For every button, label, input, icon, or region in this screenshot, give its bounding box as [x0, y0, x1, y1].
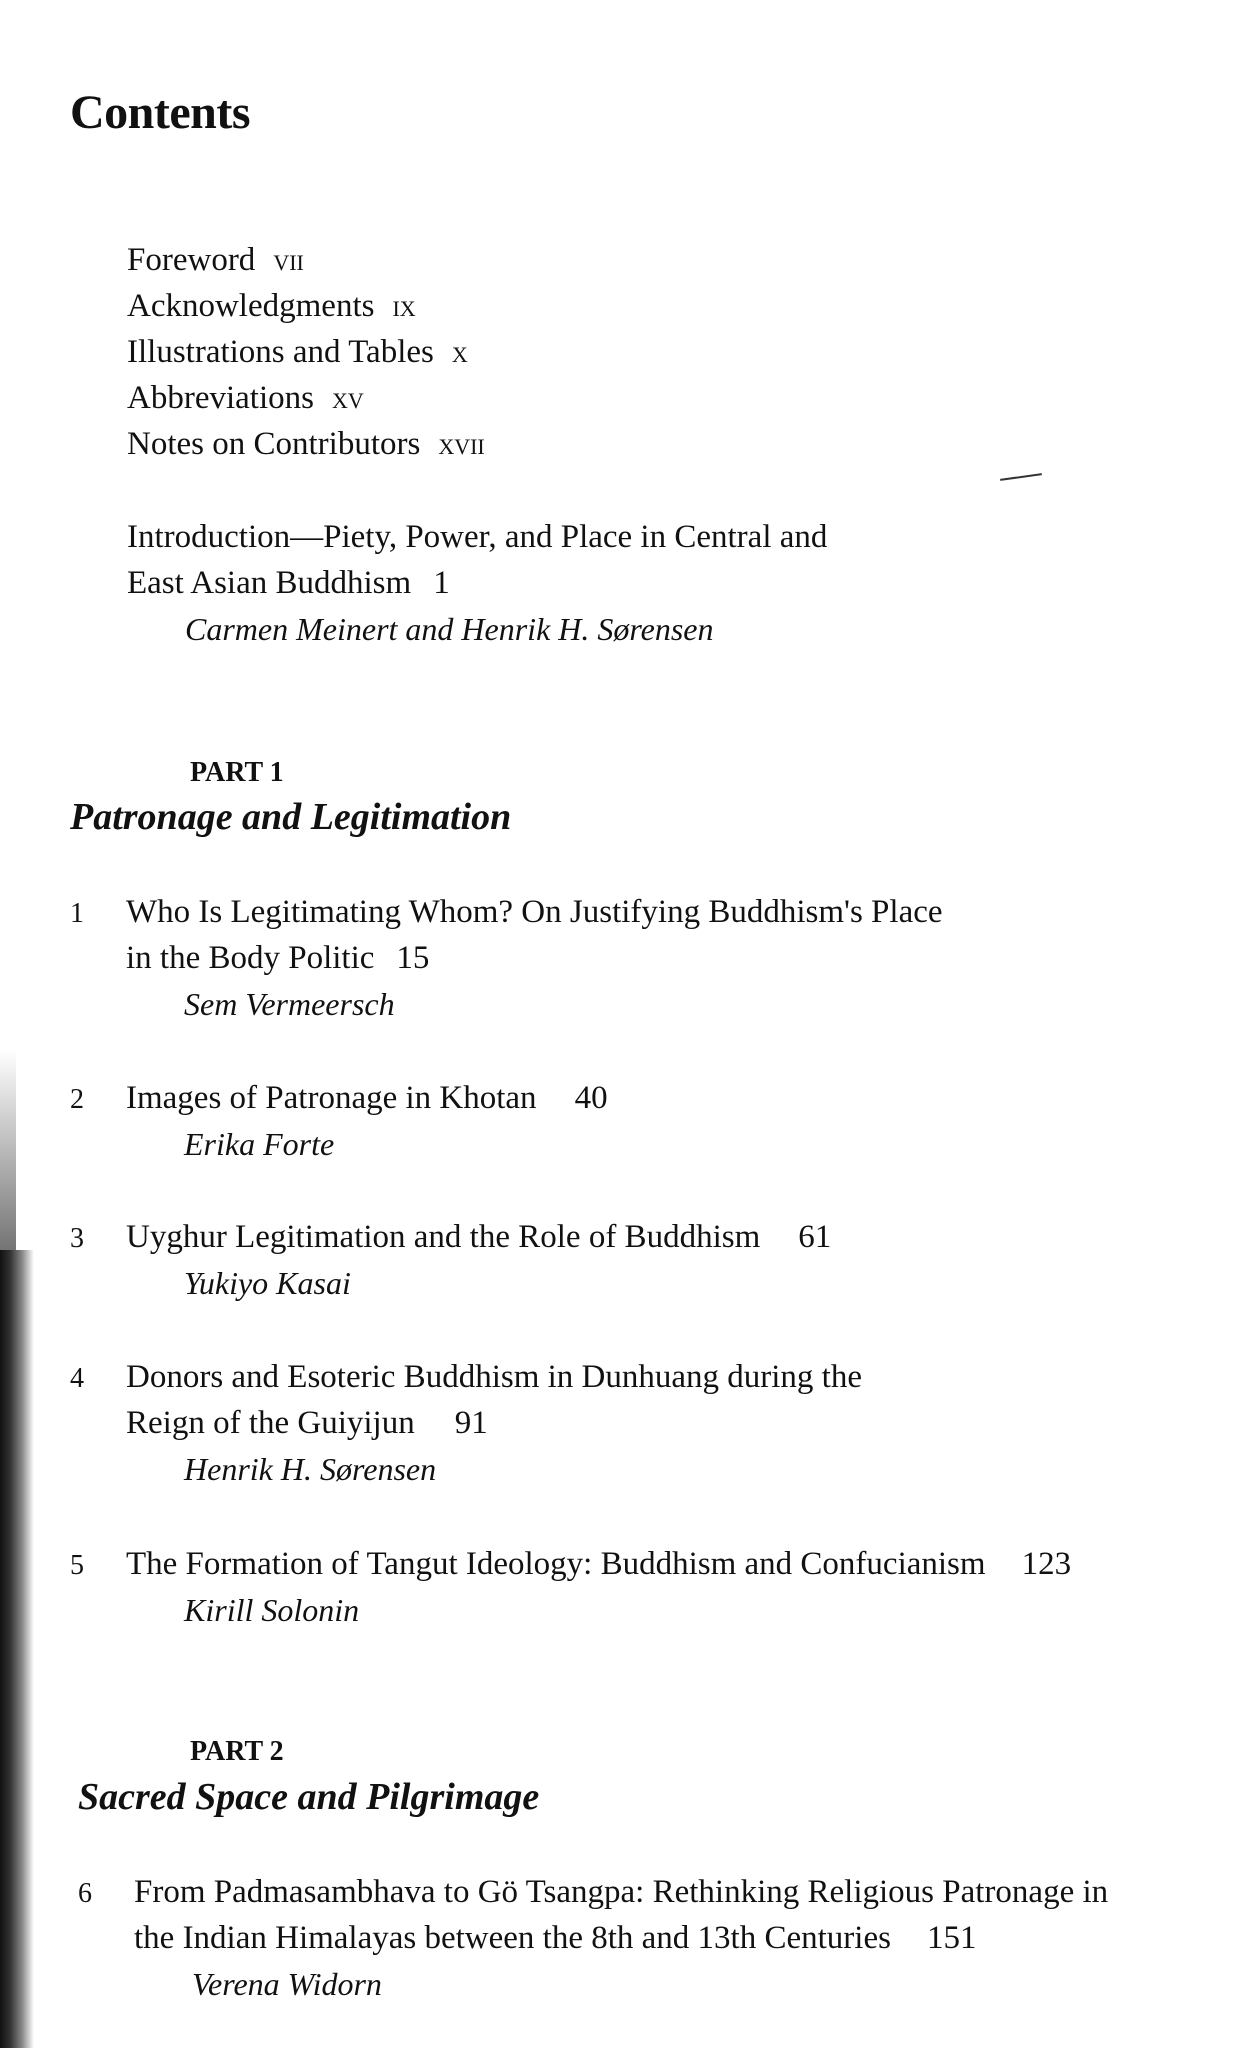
front-matter-label: Illustrations and Tables	[127, 334, 434, 370]
chapter-title-line1: Who Is Legitimating Whom? On Justifying Buddhism's Place	[126, 894, 943, 930]
stray-mark	[1000, 473, 1042, 481]
introduction-author: Carmen Meinert and Henrik H. Sørensen	[185, 611, 714, 647]
introduction-page: 1	[433, 565, 450, 601]
chapter-title-line1: The Formation of Tangut Ideology: Buddhism and Confucianism	[126, 1546, 986, 1582]
part-1-title: Patronage and Legitimation	[70, 796, 512, 838]
chapter-number: 4	[70, 1363, 84, 1394]
front-matter-list	[127, 237, 485, 467]
front-matter-item[interactable]	[127, 375, 485, 421]
front-matter-item[interactable]	[127, 237, 485, 283]
chapter-page: 123	[1021, 1546, 1072, 1582]
chapter-author: Sem Vermeersch	[184, 986, 395, 1022]
page-title: Contents	[70, 86, 251, 139]
chapter-author: Erika Forte	[184, 1126, 335, 1162]
chapter-author: Henrik H. Sørensen	[184, 1451, 437, 1487]
chapter-entry-1[interactable]	[70, 889, 943, 1027]
front-matter-label: Acknowledgments	[127, 288, 375, 324]
chapter-page: 40	[574, 1080, 608, 1116]
chapter-title-line2: the Indian Himalayas between the 8th and 13th Centuries	[134, 1920, 891, 1956]
chapter-entry-3[interactable]	[70, 1214, 831, 1306]
chapter-entry-2[interactable]	[70, 1075, 608, 1167]
front-matter-page: xvii	[438, 426, 485, 461]
chapter-author: Verena Widorn	[192, 1966, 382, 2002]
front-matter-page: vii	[273, 242, 304, 277]
front-matter-label: Abbreviations	[127, 380, 314, 416]
chapter-page: 91	[454, 1405, 488, 1441]
chapter-number: 6	[78, 1878, 92, 1909]
chapter-entry-6[interactable]	[78, 1869, 1108, 2007]
front-matter-label: Notes on Contributors	[127, 426, 421, 462]
scan-shadow	[0, 1250, 34, 2048]
chapter-title-line1: Images of Patronage in Khotan	[126, 1080, 537, 1116]
chapter-page: 61	[798, 1219, 832, 1255]
chapter-title-line2: in the Body Politic	[126, 940, 375, 976]
chapter-author: Yukiyo Kasai	[184, 1265, 351, 1301]
introduction-title-line2: East Asian Buddhism	[127, 565, 412, 601]
scan-shadow-fade	[0, 1050, 16, 1270]
chapter-entry-4[interactable]	[70, 1354, 862, 1492]
chapter-title-line2: Reign of the Guiyijun	[126, 1405, 415, 1441]
chapter-number: 2	[70, 1084, 84, 1115]
chapter-title-line1: Donors and Esoteric Buddhism in Dunhuang during the	[126, 1359, 862, 1395]
chapter-title-line1: From Padmasambhava to Gö Tsangpa: Rethinking Religious Patronage in	[134, 1874, 1109, 1910]
part-1-label: PART 1	[190, 757, 284, 788]
chapter-entry-5[interactable]	[70, 1541, 1071, 1633]
front-matter-page: x	[451, 334, 468, 369]
front-matter-label: Foreword	[127, 242, 256, 278]
front-matter-item[interactable]	[127, 329, 485, 375]
front-matter-page: ix	[392, 288, 416, 323]
chapter-number: 3	[70, 1223, 84, 1254]
part-2-label: PART 2	[190, 1736, 284, 1767]
chapter-page: 15	[396, 940, 430, 976]
introduction-entry[interactable]	[127, 514, 827, 652]
chapter-number: 5	[70, 1550, 84, 1581]
front-matter-item[interactable]	[127, 283, 485, 329]
front-matter-page: xv	[331, 380, 364, 415]
introduction-title-line1: Introduction—Piety, Power, and Place in Central and	[127, 519, 828, 555]
chapter-author: Kirill Solonin	[184, 1592, 360, 1628]
chapter-page: 151	[926, 1920, 977, 1956]
chapter-number: 1	[70, 898, 84, 929]
front-matter-item[interactable]	[127, 421, 485, 467]
part-2-title: Sacred Space and Pilgrimage	[78, 1776, 540, 1818]
chapter-title-line1: Uyghur Legitimation and the Role of Buddhism	[126, 1219, 761, 1255]
